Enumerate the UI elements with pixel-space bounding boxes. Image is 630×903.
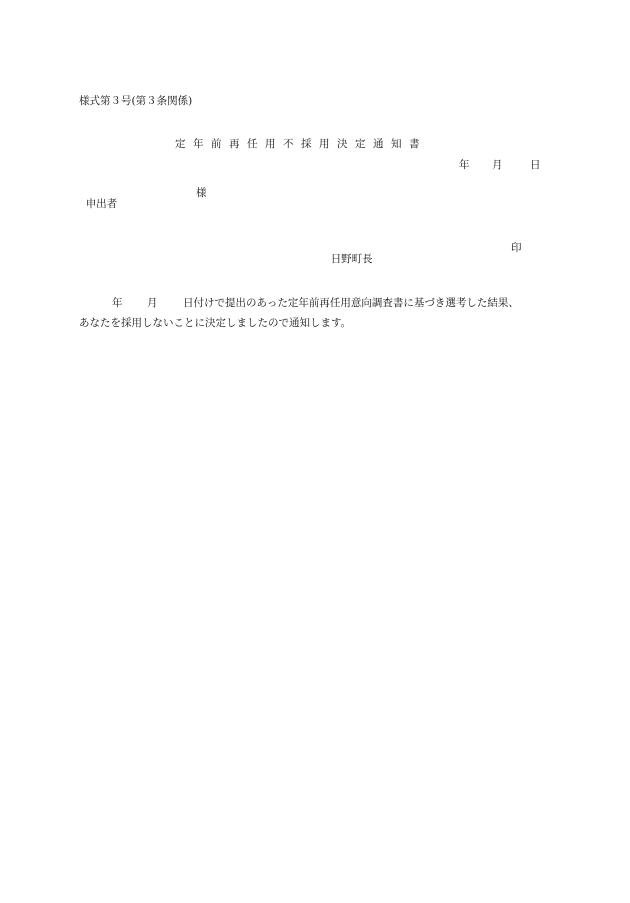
document-title: 定年前再任用不採用決定通知書 bbox=[175, 138, 427, 150]
addressee-honorific: 様 bbox=[196, 187, 207, 199]
sender-line bbox=[324, 242, 522, 275]
body-month-label: 月 bbox=[147, 297, 158, 309]
addressee-line bbox=[79, 187, 207, 220]
date-month-label: 月 bbox=[492, 159, 503, 171]
date-year-label: 年 bbox=[459, 159, 470, 171]
body-year-label: 年 bbox=[112, 297, 123, 309]
date-line bbox=[459, 159, 541, 202]
form-number: 様式第３号(第３条関係) bbox=[79, 95, 193, 107]
addressee-label: 申出者 bbox=[85, 197, 118, 210]
body-text-line-1: 日付けで提出のあった定年前再任用意向調査書に基づき選考した結果、 bbox=[183, 297, 519, 309]
body-text-line-2: あなたを採用しないことに決定しましたので通知します。 bbox=[79, 317, 352, 329]
date-day-label: 日 bbox=[530, 159, 541, 171]
seal-mark: 印 bbox=[511, 242, 522, 254]
sender-name: 日野町長 bbox=[330, 252, 373, 265]
